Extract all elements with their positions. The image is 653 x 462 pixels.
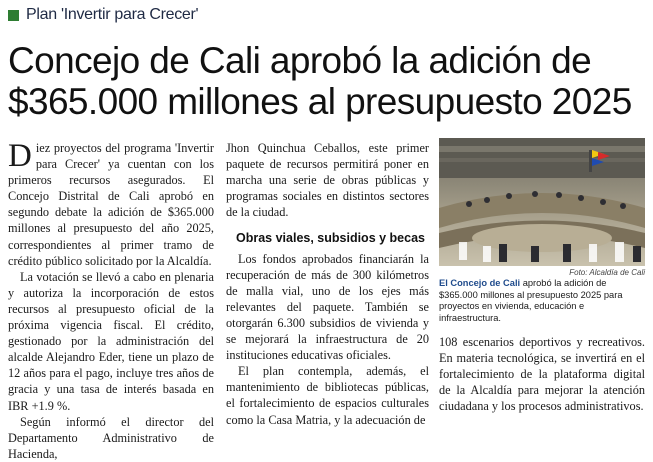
caption-text: aprobó la adición de $365.000 millones al presupuesto 2025 para proyectos en vivienda, educación e infraestructura. xyxy=(439,278,623,323)
paragraph-1 xyxy=(8,140,214,269)
article-column-3 xyxy=(439,334,645,432)
section-kicker xyxy=(8,5,198,25)
paragraph-5: Los fondos aprobados financiarán la recuperación de más de 300 kilómetros de malla vial, uno de los ejes más relevantes del paquete. También se otorgarán 6.300 subsidios de vivienda y se mejorará la infraestructura de 20 instituciones educativas oficiales. xyxy=(226,251,429,363)
article-column-1 xyxy=(8,138,214,461)
kicker-square-icon xyxy=(8,10,19,21)
paragraph-1-text: iez proyectos del programa 'Invertir para Crecer' ya cuentan con los primeros recursos asegurados. El Concejo Distrital de Cali aprobó en segundo debate la adición de $365.000 millones al presupuesto del año 2025, correspondientes al primer tramo de crédito público solicitado por la Alcaldía. xyxy=(8,141,214,268)
kicker-text: Plan 'Invertir para Crecer' xyxy=(26,6,199,23)
paragraph-4: Jhon Quinchua Ceballos, este primer paquete de recursos permitirá poner en marcha una serie de obras públicas y programas sociales en distintos sectores de la ciudad. xyxy=(226,141,429,220)
headline: Concejo de Cali aprobó la adición de $365.000 millones al presupuesto 2025 xyxy=(8,40,632,122)
article-column-2 xyxy=(226,140,429,432)
paragraph-7: 108 escenarios deportivos y recreativos. En materia tecnológica, se invertirá en el fortalecimiento de la plataforma digital de la Alcaldía para mejorar la atención ciudadana y los procesos administrativos. xyxy=(439,335,645,414)
paragraph-2: La votación se llevó a cabo en plenaria y autoriza la incorporación de estos recursos al presupuesto oficial de la próxima vigencia fiscal. El crédito, gestionado por la administración del alcalde Alejandro Eder, tiene un plazo de 12 años para el pago, incluye tres años de gracia y una tasa de interés basada en IBR +1.9 %. xyxy=(8,269,214,413)
caption-lead: El Concejo de Cali xyxy=(439,278,521,288)
paragraph-6: El plan contempla, además, el mantenimiento de bibliotecas públicas, el fortalecimiento de espacios culturales como la Casa Matria, y la adecuación de xyxy=(226,364,429,427)
photo-credit: Foto: Alcaldía de Cali xyxy=(569,268,645,277)
photo-caption xyxy=(439,278,645,324)
council-chamber-image xyxy=(439,138,645,266)
drop-cap: D xyxy=(8,138,32,174)
article-photo xyxy=(439,138,645,266)
paragraph-3: Según informó el director del Departamento Administrativo de Hacienda, xyxy=(8,414,214,461)
subheading: Obras viales, subsidios y becas xyxy=(236,231,425,246)
